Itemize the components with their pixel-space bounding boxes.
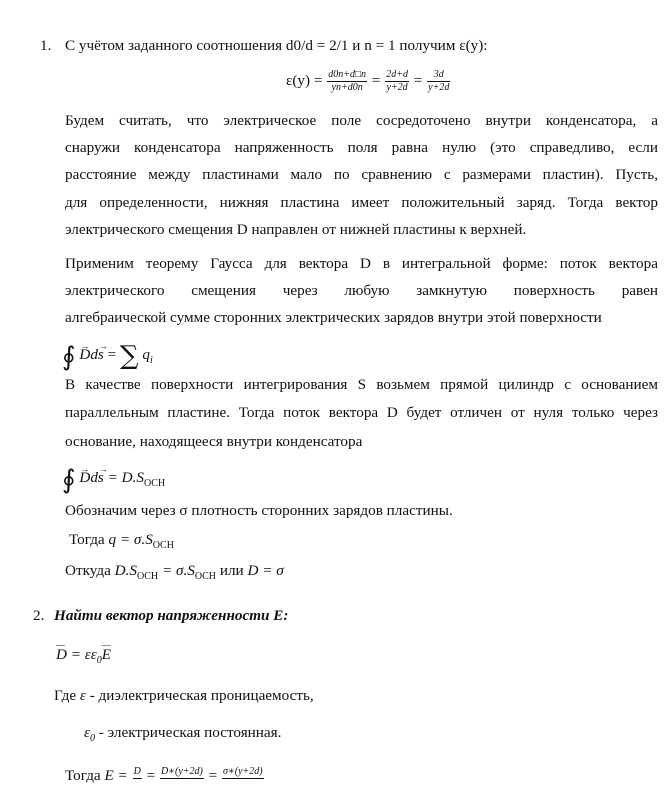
epsilon-desc-line: Где ε - диэлектрическая проницаемость, — [54, 687, 314, 704]
epsilon-formula: ε(y) = $\frac{d0n+d□n}{yn+d0n}$ = $\frac{2d+d}{y+2d}$ = $\frac{3d}{y+2d}$ — [286, 69, 450, 94]
para3-line-2: параллельным пластине. Тогда поток вектора D будет отличен от нуля только через — [65, 404, 658, 421]
contour-integral-icon-2: ∮ — [62, 465, 76, 495]
para2-line-1: Применим теорему Гаусса для вектора D в интегральной форме: поток вектора — [65, 255, 658, 272]
para1-line-4: для определенности, нижняя пластина имеет положительный заряд. Тогда вектор — [65, 194, 658, 211]
epsilon0-desc-line: $\varepsilon_0$ - электрическая постоянная. — [84, 724, 282, 745]
e-formula-line: Тогда E = D = D∗(y+2d) = σ∗(y+2d) — [65, 766, 263, 784]
para2-line-2: электрического смещения через любую замкнутую поверхность равен — [65, 282, 658, 299]
para2-line-3: алгебраической сумме сторонних электрических зарядов внутри этой поверхности — [65, 309, 602, 326]
flux-formula: ∮ → $Dd\to s = D.S_{OCH}$ — [62, 468, 165, 494]
sigma-definition: Обозначим через σ плотность сторонних зарядов пластины. — [65, 502, 453, 519]
para1-line-5: электрического смещения D направлен от нижней пластины к верхней. — [65, 221, 527, 238]
fraction-c: σ∗(y+2d) — [223, 766, 263, 777]
fraction-a: D — [133, 766, 141, 777]
sum-icon: ∑ — [120, 341, 139, 371]
item1-intro: С учётом заданного соотношения d0/d = 2/1 и n = 1 получим ε(y): — [65, 37, 488, 54]
d-formula: — $D = \varepsilon\varepsilon_0—$ E — [56, 645, 111, 671]
para1-line-2: снаружи конденсатора напряженность поля равна нулю (это справедливо, если — [65, 139, 658, 156]
gauss-formula: ∮ → Dd→ s = ∑ $q_i$ — [62, 345, 153, 371]
fraction-b: D∗(y+2d) — [161, 766, 203, 777]
para3-line-3: основание, находящееся внутри конденсатора — [65, 433, 363, 450]
from-line: Откуда $D.S_{OCH} = \sigma.S_{OCH}$ или D = σ — [65, 562, 284, 583]
fraction-2: $\frac{2d+d}{y+2d}$ — [386, 69, 408, 94]
epsilon-lhs: ε(y) = — [286, 72, 323, 89]
fraction-1: $\frac{d0n+d□n}{yn+d0n}$ — [328, 69, 367, 94]
gauss-q: q — [142, 346, 150, 363]
then-q-line: Тогда $q = \sigma.S_{OCH}$ — [69, 531, 174, 552]
para1-line-3: расстояние между пластинами мало по сравнению с размерами пластин). Пусть, — [65, 166, 658, 183]
fraction-3: $\frac{3d}{y+2d}$ — [428, 69, 450, 94]
para3-line-1: В качестве поверхности интегрирования S возьмем прямой цилиндр с основанием — [65, 376, 658, 393]
item2-heading: Найти вектор напряженности E: — [54, 607, 289, 624]
list-number-1: 1. — [40, 37, 52, 54]
list-number-2: 2. — [33, 607, 45, 624]
contour-integral-icon: ∮ — [62, 342, 76, 372]
para1-line-1: Будем считать, что электрическое поле сосредоточено внутри конденсатора, а — [65, 112, 658, 129]
